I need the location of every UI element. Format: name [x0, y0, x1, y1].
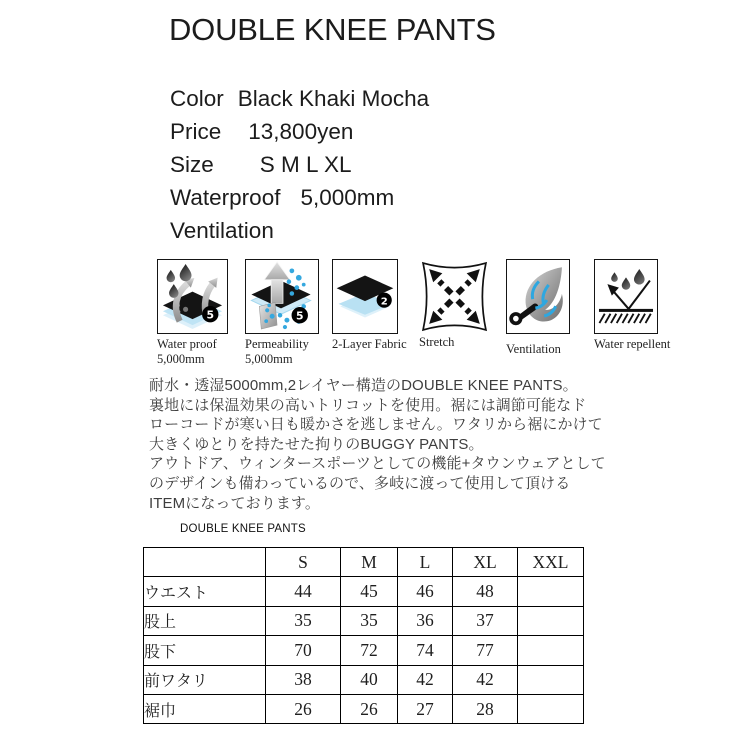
- size-cell: 42: [398, 665, 453, 694]
- detail-value: S M L XL: [259, 152, 352, 177]
- waterproof-badge: 5: [206, 308, 215, 322]
- feature-sub-label: 5,000mm: [157, 352, 205, 366]
- detail-label: Price: [170, 119, 222, 144]
- permeability-icon: [245, 259, 319, 334]
- column-header: [144, 548, 266, 577]
- description-line: 大きくゆとりを持たせた拘りのBUGGY PANTS。: [149, 435, 484, 453]
- size-cell: 77: [453, 636, 518, 665]
- detail-label: Waterproof: [170, 185, 281, 210]
- table-row: [144, 694, 584, 723]
- two-layer-fabric-icon: [332, 259, 398, 334]
- size-cell: 45: [341, 577, 398, 606]
- size-cell: [518, 636, 584, 665]
- size-cell: 70: [266, 636, 341, 665]
- size-cell: 42: [453, 665, 518, 694]
- table-row: [144, 636, 584, 665]
- size-chart-header-row: [144, 548, 584, 577]
- column-header: M: [341, 548, 398, 577]
- size-cell: 46: [398, 577, 453, 606]
- page-title: DOUBLE KNEE PANTS: [169, 12, 496, 47]
- size-cell: [518, 694, 584, 723]
- size-cell: 40: [341, 665, 398, 694]
- water-repellent-icon: [594, 259, 658, 334]
- feature-label: Permeability 5,000mm: [245, 337, 340, 367]
- size-chart-table: [143, 547, 584, 724]
- size-cell: 35: [266, 606, 341, 635]
- column-header: S: [266, 548, 341, 577]
- detail-line-waterproof: [170, 185, 429, 218]
- feature-stretch: [419, 259, 490, 350]
- detail-value: Black Khaki Mocha: [237, 86, 430, 111]
- description-line: アウトドア、ウィンタースポーツとしての機能+タウンウェアとして: [149, 455, 606, 473]
- feature-water-repellent: [594, 259, 671, 352]
- column-header: XL: [453, 548, 518, 577]
- feature-label: Stretch: [419, 335, 455, 349]
- detail-label: Ventilation: [170, 218, 274, 243]
- size-cell: 36: [398, 606, 453, 635]
- table-row: [144, 606, 584, 635]
- detail-line-price: [170, 119, 429, 152]
- feature-permeability: [245, 259, 319, 367]
- description-line: 耐水・透湿5000mm,2レイヤー構造のDOUBLE KNEE PANTS。: [149, 377, 578, 394]
- size-cell: 38: [266, 665, 341, 694]
- description-line: 裏地には保温効果の高いトリコットを使用。裾には調節可能なド: [149, 396, 587, 414]
- two-layer-badge: 2: [380, 296, 388, 308]
- size-cell: 26: [266, 694, 341, 723]
- product-details: [170, 86, 429, 251]
- detail-value: 13,800yen: [248, 119, 354, 144]
- product-description: [149, 376, 609, 513]
- feature-two-layer-fabric: [332, 259, 407, 352]
- detail-value: 5,000mm: [300, 185, 395, 210]
- feature-label: Water proof 5,000mm: [157, 337, 252, 367]
- feature-sub-label: 5,000mm: [245, 352, 293, 366]
- row-label: 裾巾: [144, 694, 266, 723]
- size-cell: 27: [398, 694, 453, 723]
- detail-line-color: [170, 86, 429, 119]
- detail-line-ventilation: [170, 218, 429, 251]
- feature-label: Ventilation: [506, 342, 561, 356]
- permeability-badge: 5: [295, 309, 304, 323]
- row-label: 前ワタリ: [144, 665, 266, 694]
- size-cell: [518, 665, 584, 694]
- feature-waterproof: [157, 259, 228, 367]
- size-cell: 28: [453, 694, 518, 723]
- table-row: [144, 577, 584, 606]
- description-line: のデザインも備わっているので、多岐に渡って使用して頂ける: [149, 474, 571, 492]
- size-cell: 35: [341, 606, 398, 635]
- detail-label: Size: [170, 152, 214, 177]
- detail-label: Color: [170, 86, 224, 111]
- detail-line-size: [170, 152, 429, 185]
- feature-ventilation: [506, 259, 570, 357]
- row-label: 股下: [144, 636, 266, 665]
- row-label: 股上: [144, 606, 266, 635]
- column-header: XXL: [518, 548, 584, 577]
- size-cell: [518, 606, 584, 635]
- column-header: L: [398, 548, 453, 577]
- feature-label: 2-Layer Fabric: [332, 337, 407, 351]
- row-label: ウエスト: [144, 577, 266, 606]
- size-cell: 48: [453, 577, 518, 606]
- table-row: [144, 665, 584, 694]
- size-cell: 26: [341, 694, 398, 723]
- size-cell: [518, 577, 584, 606]
- size-cell: 37: [453, 606, 518, 635]
- size-chart-caption: DOUBLE KNEE PANTS: [180, 523, 306, 535]
- description-line: ITEMになっております。: [149, 494, 320, 512]
- stretch-icon: [419, 259, 490, 334]
- size-cell: 74: [398, 636, 453, 665]
- ventilation-icon: [506, 259, 570, 334]
- description-line: ローコードが寒い日も暖かさを逃しません。ワタリから裾にかけて: [149, 416, 603, 434]
- waterproof-icon: [157, 259, 228, 334]
- feature-label: Water repellent: [594, 337, 671, 351]
- size-cell: 44: [266, 577, 341, 606]
- size-cell: 72: [341, 636, 398, 665]
